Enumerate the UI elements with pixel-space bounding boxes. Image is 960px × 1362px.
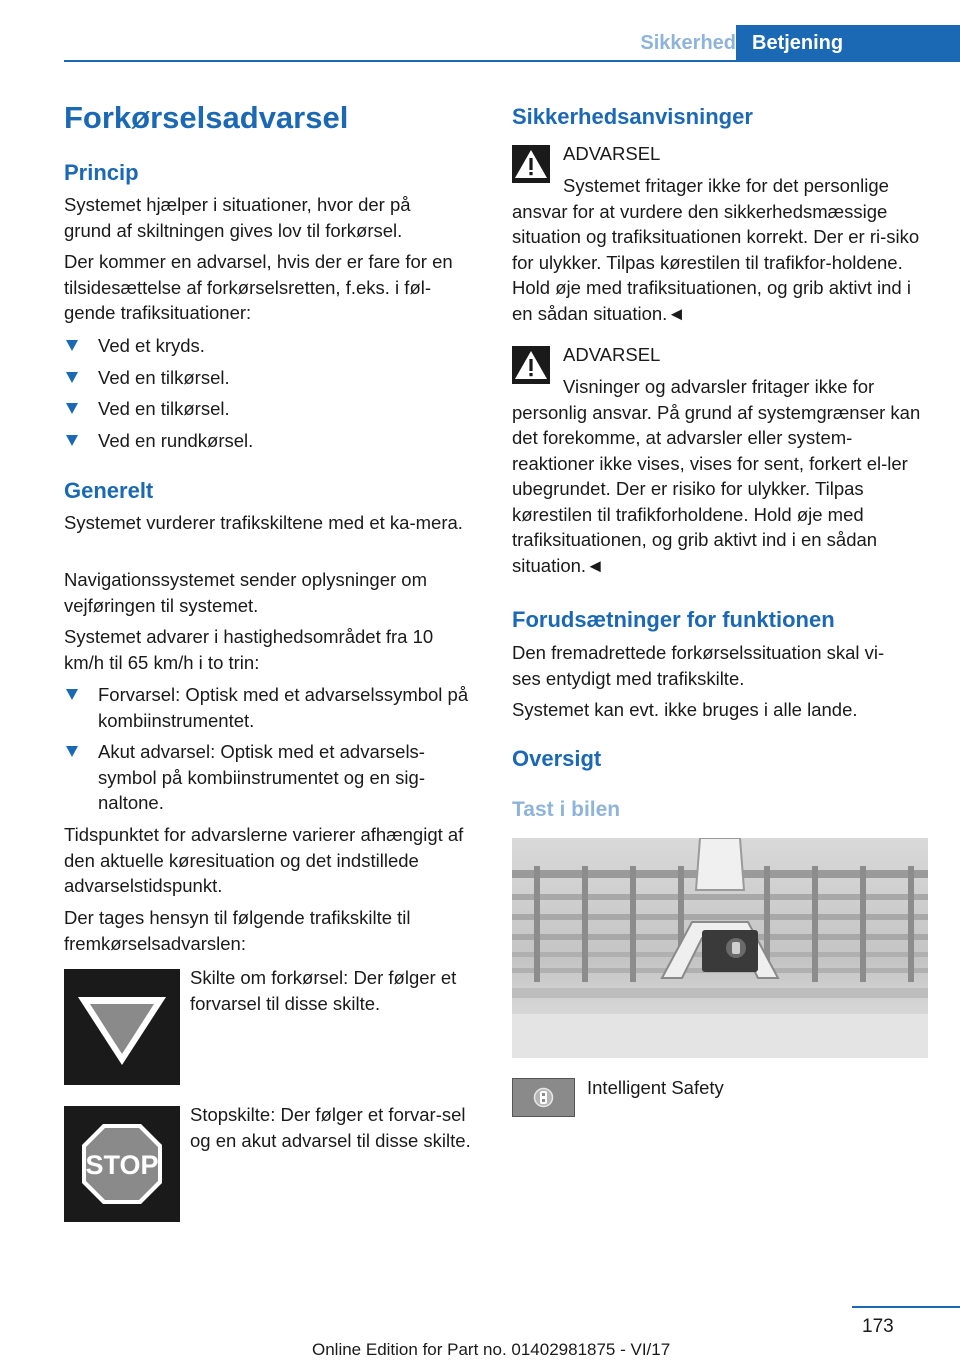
bullet-triangle-icon bbox=[66, 689, 78, 700]
warning-label: ADVARSEL bbox=[563, 143, 661, 164]
bullet-triangle-icon bbox=[66, 340, 78, 351]
prerequisites-paragraph-1: Den fremadrettede forkørselssituation skal vi-ses entydigt med trafikskilte. bbox=[512, 642, 885, 689]
list-item: Ved et kryds. bbox=[64, 333, 478, 359]
generelt-paragraph-2: Navigationssystemet sender oplysninger om vejføringen til systemet. bbox=[64, 569, 427, 616]
bullet-triangle-icon bbox=[66, 435, 78, 446]
list-item: Ved en tilkørsel. bbox=[64, 396, 478, 422]
prerequisites-paragraph-2: Systemet kan evt. ikke bruges i alle lande. bbox=[512, 699, 858, 720]
princip-heading: Princip bbox=[64, 160, 139, 185]
intelligent-safety-button-icon bbox=[512, 1078, 575, 1117]
generelt-paragraph-5: Der tages hensyn til følgende trafikskilte til fremkørselsadvarslen: bbox=[64, 907, 411, 954]
header-rule bbox=[64, 60, 960, 62]
warning-text: Visninger og advarsler fritager ikke for personlig ansvar. På grund af systemgrænser kan det forekomme, at advarsler eller system-reaktioner ikke vises, vises for sent, forkert el-ler ubegrundet. Der er risiko for ulykker. Tilpas kørestilen til trafikforholdene. Hold øje med trafiksituationen, og grib aktivt ind i en sådan situation.◄ bbox=[512, 376, 921, 576]
generelt-heading: Generelt bbox=[64, 478, 154, 503]
footer-rule bbox=[852, 1306, 960, 1308]
yield-sign-icon bbox=[64, 969, 180, 1085]
stop-sign-text: Stopskilte: Der følger et forvar-sel og en akut advarsel til disse skilte. bbox=[190, 1104, 471, 1151]
generelt-paragraph-4: Tidspunktet for advarslerne varierer afhængigt af den aktuelle køresituation og det indstillede advarselstidspunkt. bbox=[64, 824, 464, 896]
list-item: Forvarsel: Optisk med et advarselssymbol på kombiinstrumentet. bbox=[64, 682, 478, 733]
generelt-paragraph-1: Systemet vurderer trafikskiltene med et ka-mera. bbox=[64, 512, 463, 533]
safety-heading: Sikkerhedsanvisninger bbox=[512, 104, 753, 129]
page-title: Forkørselsadvarsel bbox=[64, 100, 349, 135]
bullet-triangle-icon bbox=[66, 403, 78, 414]
bullet-triangle-icon bbox=[66, 746, 78, 757]
list-item: Ved en tilkørsel. bbox=[64, 365, 478, 391]
stop-label: STOP bbox=[85, 1150, 159, 1180]
tab-sikkerhed[interactable]: Sikkerhed bbox=[640, 32, 736, 54]
princip-paragraph-2: Der kommer en advarsel, hvis der er fare for en tilsidesættelse af forkørselsretten, f.eks. i føl-gende trafiksituationer: bbox=[64, 251, 453, 323]
warning-text: Systemet fritager ikke for det personlige ansvar for at vurdere den sikkerhedsmæssige situation og trafiksituationen korrekt. Der er ri-siko for ulykker. Tilpas kørestilen til trafikfor-holdene. Hold øje med trafiksituationen, og grib aktivt ind i en sådan situation.◄ bbox=[512, 175, 920, 324]
princip-paragraph-1: Systemet hjælper i situationer, hvor der på grund af skiltningen gives lov til forkørsel. bbox=[64, 194, 411, 241]
yield-sign-text: Skilte om forkørsel: Der følger et forvarsel til disse skilte. bbox=[190, 967, 457, 1014]
prerequisites-heading: Forudsætninger for funktionen bbox=[512, 607, 835, 632]
car-button-photo bbox=[512, 838, 928, 1058]
bullet-triangle-icon bbox=[66, 372, 78, 383]
overview-heading: Oversigt bbox=[512, 746, 602, 771]
yield-sign-image bbox=[64, 969, 180, 1085]
tab-betjening[interactable]: Betjening bbox=[736, 25, 960, 61]
generelt-paragraph-3: Systemet advarer i hastighedsområdet fra 10 km/h til 65 km/h i to trin: bbox=[64, 626, 434, 673]
list-item: Akut advarsel: Optisk med et advarsels-symbol på kombiinstrumentet og en sig-naltone. bbox=[64, 739, 464, 816]
stop-sign-image bbox=[64, 1106, 180, 1222]
stop-sign-icon bbox=[64, 1106, 180, 1222]
list-item: Ved en rundkørsel. bbox=[64, 428, 478, 454]
warning-label: ADVARSEL bbox=[563, 344, 661, 365]
button-label: Intelligent Safety bbox=[587, 1077, 724, 1098]
edition-footer: Online Edition for Part no. 01402981875 - VI/17 bbox=[312, 1340, 671, 1359]
button-heading: Tast i bilen bbox=[512, 798, 621, 821]
page-number: 173 bbox=[862, 1316, 894, 1337]
